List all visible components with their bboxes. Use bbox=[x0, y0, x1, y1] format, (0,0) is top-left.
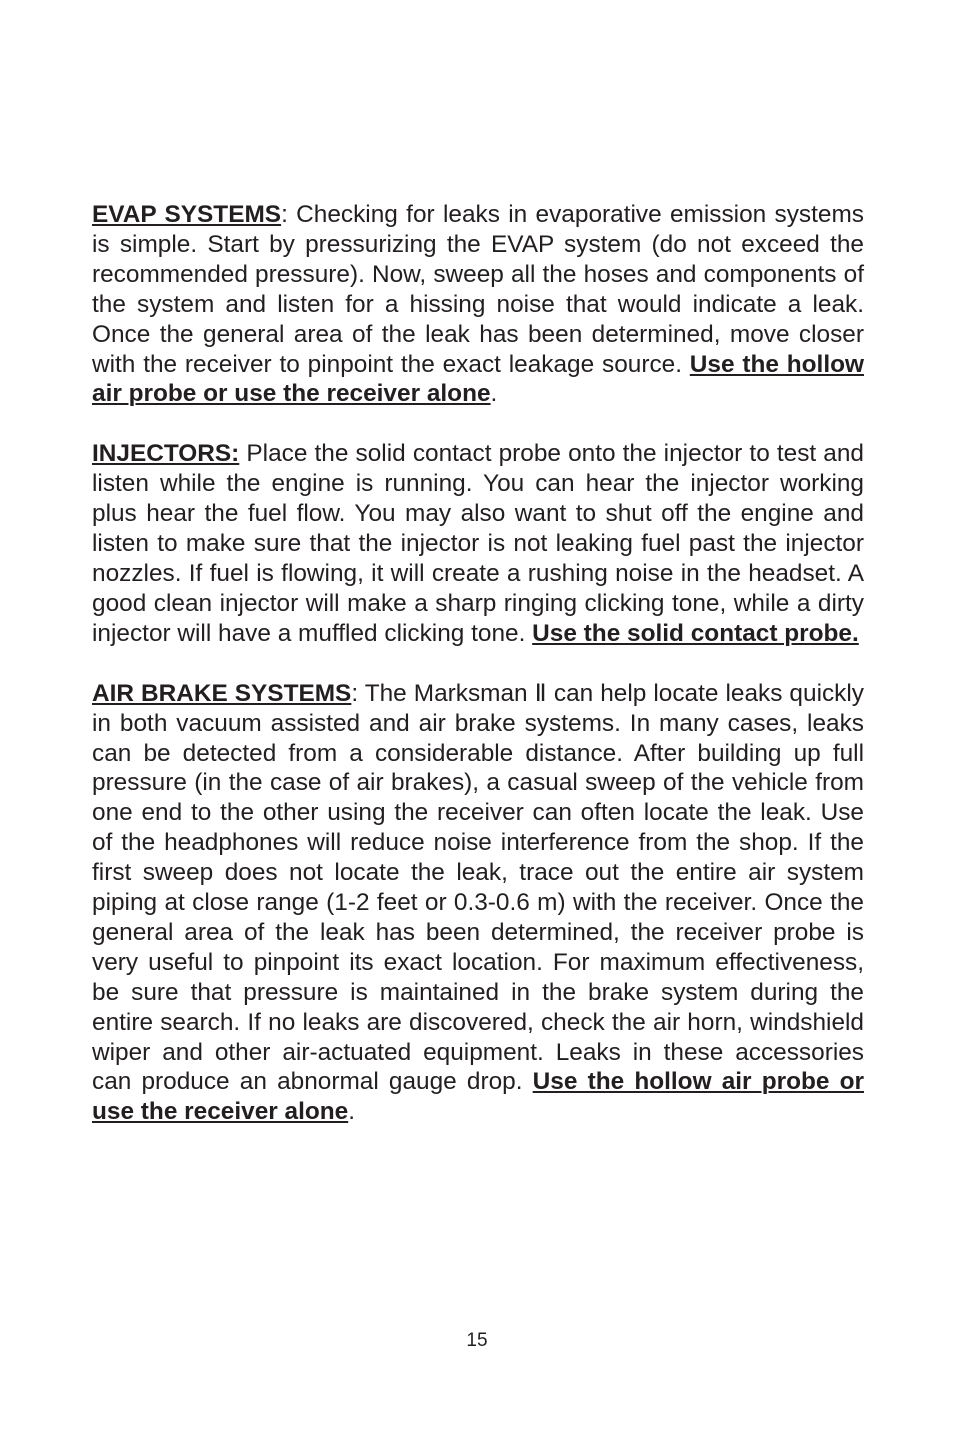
evap-systems-separator: : bbox=[281, 201, 297, 228]
evap-systems-body: Checking for leaks in evaporative emission systems is simple. Start by pressurizing the EVAP system (do not exceed the recommended pressure). Now, sweep all the hoses and components of the system and listen for a hissing noise that would indicate a leak. Once the general area of the leak has been determined, move closer with the receiver to pinpoint the exact leakage source. bbox=[92, 201, 864, 378]
air-brake-systems-body: The Marksman Ⅱ can help locate leaks quickly in both vacuum assisted and air brake systems. In many cases, leaks can be detected from a considerable distance. After building up full pressure (in the case of air brakes), a casual sweep of the vehicle from one end to the other using the receiver can often locate the leak. Use of the headphones will reduce noise interference from the shop. If the first sweep does not locate the leak, trace out the entire air system piping at close range (1-2 feet or 0.3-0.6 m) with the receiver. Once the general area of the leak has been determined, the receiver probe is very useful to pinpoint its exact location. For maximum effectiveness, be sure that pressure is maintained in the brake system during the entire search. If no leaks are discovered, check the air horn, windshield wiper and other air-actuated equipment. Leaks in these accessories can produce an abnormal gauge drop. bbox=[92, 679, 864, 1096]
air-brake-systems-instruction: Use the hollow air probe or use the receiver alone bbox=[92, 1068, 865, 1126]
evap-systems-instruction: Use the hollow air probe or use the receiver alone bbox=[92, 350, 864, 408]
evap-systems-heading: EVAP SYSTEMS bbox=[92, 201, 282, 228]
page-number: 15 bbox=[466, 1330, 488, 1351]
air-brake-systems-tail: . bbox=[348, 1098, 356, 1126]
injectors-paragraph bbox=[92, 439, 864, 648]
injectors-instruction: Use the solid contact probe. bbox=[532, 619, 859, 647]
injectors-body: Place the solid contact probe onto the injector to test and listen while the engine is running. You can hear the injector working plus hear the fuel flow. You may also want to shut off the engine and listen to make sure that the injector is not leaking fuel past the injector nozzles. If fuel is flowing, it will create a rushing noise in the headset. A good clean injector will make a sharp ringing clicking tone, while a dirty injector will have a muffled clicking tone. bbox=[92, 440, 864, 647]
manual-page-body bbox=[92, 200, 864, 1157]
injectors-heading: INJECTORS: bbox=[92, 440, 240, 468]
evap-systems-tail: . bbox=[490, 380, 498, 408]
air-brake-systems-heading: AIR BRAKE SYSTEMS bbox=[92, 679, 352, 707]
air-brake-systems-separator: : bbox=[351, 679, 365, 707]
evap-systems-paragraph bbox=[92, 200, 864, 409]
air-brake-systems-paragraph bbox=[92, 679, 864, 1128]
